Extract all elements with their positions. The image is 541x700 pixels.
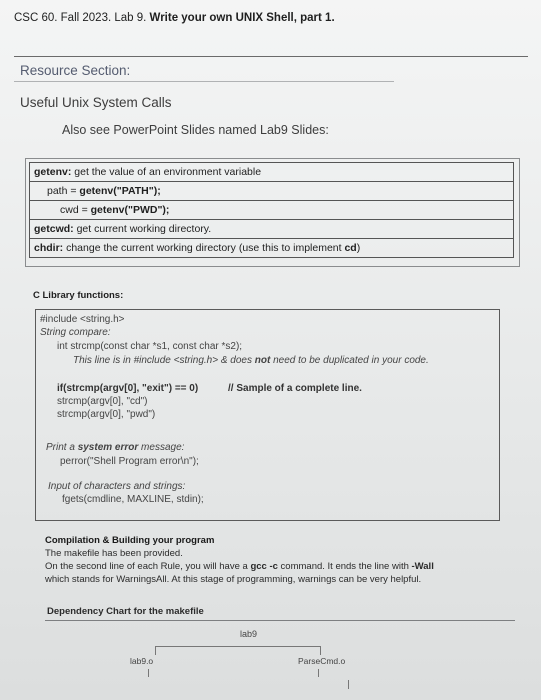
table-row <box>30 201 514 220</box>
path-code: getenv("PATH"); <box>79 185 161 197</box>
strcmp-pwd-line: strcmp(argv[0], "pwd") <box>57 409 156 420</box>
course-label: CSC 60. Fall 2023. Lab 9. <box>14 12 147 24</box>
compilation-line-3: which stands for WarningsAll. At this stage of programming, warnings can be very helpful. <box>45 574 422 585</box>
useful-calls-heading: Useful Unix System Calls <box>20 95 172 110</box>
cwd-code: getenv("PWD"); <box>90 204 170 216</box>
getenv-name: getenv: <box>34 166 72 178</box>
sample-strcmp-line: if(strcmp(argv[0], "exit") == 0) <box>57 383 199 394</box>
strcmp-prototype: int strcmp(const char *s1, const char *s2); <box>57 341 243 352</box>
table-row <box>30 163 514 182</box>
perror-code: perror("Shell Program error\n"); <box>60 456 199 467</box>
path-prefix: path = <box>47 185 80 197</box>
compilation-line-2: On the second line of each Rule, you will have a gcc -c command. It ends the line with -Wall <box>45 561 434 572</box>
dependency-child-lab9o: lab9.o <box>130 656 154 666</box>
strcmp-note: This line is in #include <string.h> & does not need to be duplicated in your code. <box>73 355 429 366</box>
dependency-divider <box>45 620 515 621</box>
resource-section-heading: Resource Section: <box>20 63 131 78</box>
strcmp-cd-line: strcmp(argv[0], "cd") <box>57 396 148 407</box>
chdir-cd: cd <box>344 242 357 254</box>
dependency-right-down-stem <box>318 669 319 677</box>
dependency-child-parsecmdo: ParseCmd.o <box>298 656 346 666</box>
perror-title: Print a system error message: <box>46 442 185 453</box>
section-divider <box>14 81 394 82</box>
dependency-branch-line <box>155 646 320 647</box>
compilation-line-1: The makefile has been provided. <box>45 548 183 559</box>
fgets-code: fgets(cmdline, MAXLINE, stdin); <box>62 494 204 505</box>
chdir-end: ) <box>356 242 361 254</box>
dependency-right-stem <box>320 646 321 655</box>
strcmp-title: String compare: <box>40 327 111 338</box>
getenv-desc: get the value of an environment variable <box>71 166 262 178</box>
sample-comment: // Sample of a complete line. <box>228 383 362 394</box>
chdir-desc: change the current working directory (use this to implement <box>63 242 345 254</box>
c-library-heading: C Library functions: <box>33 290 124 301</box>
input-title: Input of characters and strings: <box>48 481 186 492</box>
chdir-name: chdir: <box>34 242 64 254</box>
table-row <box>30 239 514 258</box>
include-line: #include <string.h> <box>40 314 125 325</box>
cwd-prefix: cwd = <box>60 204 91 216</box>
lab-title: Write your own UNIX Shell, part 1. <box>149 12 335 24</box>
table-row <box>30 182 514 201</box>
page-header <box>14 12 335 24</box>
getcwd-desc: get current working directory. <box>73 223 212 235</box>
dependency-left-down-stem <box>148 669 149 677</box>
table-row <box>30 220 514 239</box>
also-see-note: Also see PowerPoint Slides named Lab9 Slides: <box>62 123 329 137</box>
dependency-extra-stem <box>348 680 349 689</box>
dependency-left-stem <box>155 646 156 655</box>
dependency-root: lab9 <box>240 629 258 639</box>
dependency-heading: Dependency Chart for the makefile <box>47 606 204 617</box>
compilation-heading: Compilation & Building your program <box>45 535 215 546</box>
system-calls-table <box>29 162 514 258</box>
header-divider <box>14 56 528 57</box>
getcwd-name: getcwd: <box>34 223 74 235</box>
